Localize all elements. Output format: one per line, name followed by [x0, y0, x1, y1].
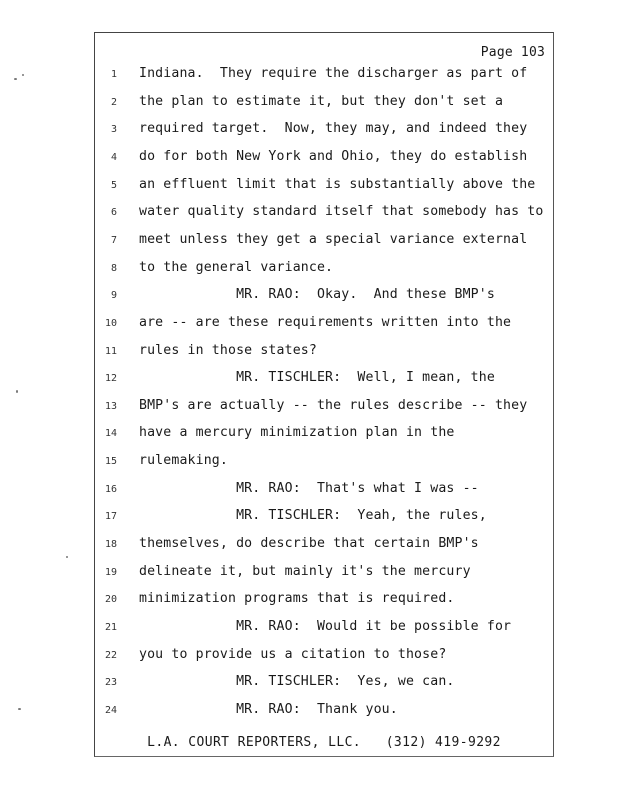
transcript-line — [95, 591, 553, 613]
transcript-line — [95, 315, 553, 337]
line-text: are -- are these requirements written into the — [139, 314, 512, 330]
line-number: 2 — [110, 96, 117, 108]
transcript-line — [95, 564, 553, 586]
line-number: 21 — [104, 622, 117, 633]
line-number: 18 — [104, 539, 117, 551]
line-number: 22 — [104, 649, 117, 661]
transcript-line — [95, 702, 553, 724]
line-number: 23 — [104, 677, 117, 689]
transcript-line — [95, 674, 553, 696]
line-number: 12 — [104, 373, 117, 385]
line-number: 15 — [104, 456, 117, 468]
line-text: MR. RAO: Would it be possible for — [139, 619, 512, 634]
line-text: required target. Now, they may, and indeed they — [139, 121, 528, 137]
line-text: minimization programs that is required. — [139, 591, 455, 607]
transcript-line — [95, 204, 553, 226]
line-text: to the general variance. — [139, 259, 334, 275]
line-text: MR. RAO: Thank you. — [139, 701, 398, 717]
line-number: 7 — [110, 234, 117, 246]
line-number: 24 — [104, 704, 117, 716]
line-text: do for both New York and Ohio, they do establish — [139, 148, 528, 164]
transcript-line — [95, 481, 553, 503]
line-text: MR. TISCHLER: Yes, we can. — [139, 674, 455, 690]
transcript-line — [95, 619, 553, 641]
line-number: 17 — [104, 511, 117, 523]
transcript-line — [95, 121, 553, 143]
transcript-line — [95, 232, 553, 254]
transcript-line — [95, 177, 553, 199]
line-text: rulemaking. — [139, 453, 228, 469]
line-number: 11 — [104, 345, 117, 357]
line-text: BMP's are actually -- the rules describe -- they — [139, 397, 528, 413]
transcript-line — [95, 343, 553, 365]
transcript-line — [95, 370, 553, 392]
line-number: 14 — [104, 428, 117, 440]
transcript-line — [95, 398, 553, 420]
line-text: themselves, do describe that certain BMP's — [139, 536, 479, 552]
transcript-line — [95, 453, 553, 475]
transcript-page — [94, 32, 554, 757]
line-text: the plan to estimate it, but they don't set a — [139, 93, 504, 109]
line-number: 8 — [110, 262, 117, 274]
line-text: MR. TISCHLER: Well, I mean, the — [139, 370, 495, 386]
line-text: delineate it, but mainly it's the mercury — [139, 563, 471, 579]
line-text: meet unless they get a special variance external — [139, 231, 528, 247]
line-text: have a mercury minimization plan in the — [139, 425, 455, 441]
transcript-line — [95, 260, 553, 282]
transcript-line — [95, 287, 553, 309]
transcript-line — [95, 66, 553, 88]
line-text: Indiana. They require the discharger as part of — [139, 66, 528, 81]
line-number: 13 — [104, 400, 117, 412]
line-text: an effluent limit that is substantially above the — [139, 176, 536, 192]
transcript-line — [95, 425, 553, 447]
line-number: 16 — [104, 483, 117, 495]
transcript-line — [95, 536, 553, 558]
line-number: 10 — [104, 317, 117, 329]
line-number: 3 — [110, 124, 117, 136]
footer-reporter-info: L.A. COURT REPORTERS, LLC. (312) 419-9292 — [147, 735, 501, 750]
transcript-line — [95, 647, 553, 669]
line-number: 20 — [104, 594, 117, 606]
line-text: MR. RAO: That's what I was -- — [139, 480, 479, 496]
line-number: 4 — [110, 151, 117, 163]
transcript-line — [95, 508, 553, 530]
line-text: rules in those states? — [139, 342, 317, 358]
line-number: 5 — [110, 179, 117, 191]
transcript-line — [95, 94, 553, 116]
line-text: MR. TISCHLER: Yeah, the rules, — [139, 508, 487, 524]
line-text: you to provide us a citation to those? — [139, 646, 447, 662]
line-text: MR. RAO: Okay. And these BMP's — [139, 287, 495, 303]
line-number: 9 — [110, 290, 117, 302]
line-number: 19 — [104, 566, 117, 578]
page-number: Page 103 — [480, 45, 545, 60]
transcript-line — [95, 149, 553, 171]
line-number: 6 — [110, 207, 117, 219]
line-number: 1 — [110, 69, 117, 80]
line-text: water quality standard itself that somebody has to — [139, 204, 544, 220]
